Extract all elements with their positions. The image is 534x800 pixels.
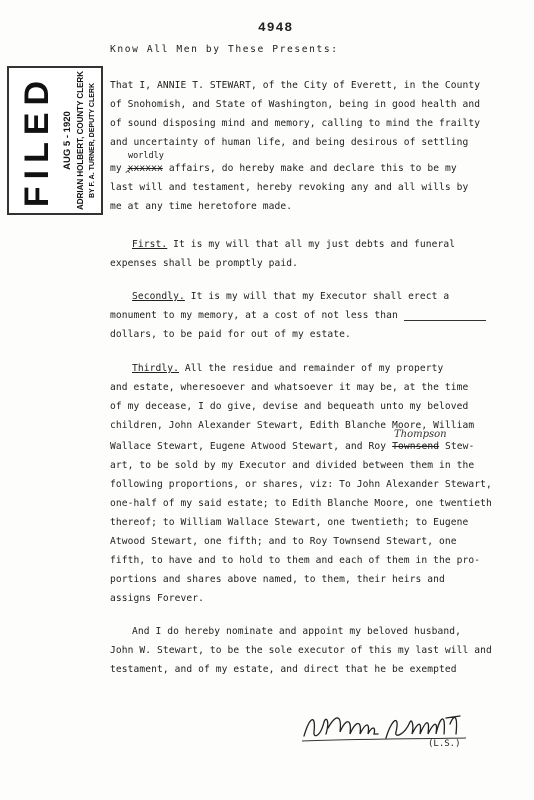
filed-stamp xyxy=(7,66,103,215)
second-line-1 xyxy=(132,291,449,302)
p1-line-6: last will and testament, hereby revoking any and all wills by xyxy=(110,182,469,193)
third-line-11: fifth, to have and to hold to them and each of them in the pro- xyxy=(110,555,481,566)
third-line-2: and estate, wheresoever and whatsoever it may be, at the time xyxy=(110,382,469,393)
fourth-line-1: And I do hereby nominate and appoint my beloved husband, xyxy=(132,626,462,637)
third-line-3: of my decease, I do give, devise and bequeath unto my beloved xyxy=(110,401,469,412)
amount-blank xyxy=(404,311,486,321)
p1-line-7: me at any time heretofore made. xyxy=(110,201,293,212)
p1-line-1: That I, ANNIE T. STEWART, of the City of Everett, in the County xyxy=(110,80,481,91)
third-insertion-thompson: Thompson xyxy=(394,429,447,440)
seal-mark: (L.S.) xyxy=(428,739,461,749)
insertion-caret: ^ xyxy=(125,170,131,180)
p1-line-2: of Snohomish, and State of Washington, being in good health and xyxy=(110,99,481,110)
third-line-10: Atwood Stewart, one fifth; and to Roy Townsend Stewart, one xyxy=(110,536,457,547)
third-line-12: portions and shares above named, to them, their heirs and xyxy=(110,574,445,585)
second-line-3: dollars, to be paid for out of my estate. xyxy=(110,329,351,340)
p1-line-4: and uncertainty of human life, and being desirous of settling xyxy=(110,137,469,148)
third-line-5-b: Stew- xyxy=(444,441,475,452)
fourth-line-2: John W. Stewart, to be the sole executor of this my last will and xyxy=(110,645,492,656)
first-line-1-text: It is my will that all my just debts and funeral xyxy=(167,239,456,250)
page-number: 4948 xyxy=(258,20,294,35)
second-line-2-text: monument to my memory, at a cost of not less than xyxy=(110,310,398,321)
first-line-1 xyxy=(132,239,455,250)
third-line-9: thereof; to William Wallace Stewart, one twentieth; to Eugene xyxy=(110,517,469,528)
second-line-1-text: It is my will that my Executor shall erect a xyxy=(184,291,450,302)
third-label: Thirdly. xyxy=(132,363,180,374)
p1-line-5-rest: affairs, do hereby make and declare this to be my xyxy=(168,163,457,174)
third-line-13: assigns Forever. xyxy=(110,593,205,604)
third-line-5-a: Wallace Stewart, Eugene Atwood Stewart, and Roy xyxy=(110,441,387,452)
p1-line-5 xyxy=(110,163,457,180)
will-heading: Know All Men by These Presents: xyxy=(110,44,339,55)
second-line-2 xyxy=(110,310,486,321)
filed-stamp-word-box xyxy=(15,74,61,206)
third-line-8: one-half of my said estate; to Edith Blanche Moore, one twentieth xyxy=(110,498,492,509)
first-label: First. xyxy=(132,239,168,250)
filed-stamp-word: FILED xyxy=(18,73,57,207)
p1-line-5-struck: xxxxxx xyxy=(127,163,163,174)
filed-stamp-clerk: ADRIAN HOLBERT, COUNTY CLERK xyxy=(75,70,85,210)
filed-stamp-date-box xyxy=(61,74,73,206)
third-line-1 xyxy=(132,363,443,374)
filed-stamp-clerk-box xyxy=(74,70,86,210)
p1-line-3: of sound disposing mind and memory, calling to mind the frailty xyxy=(110,118,481,129)
filed-stamp-deputy-box xyxy=(86,74,98,206)
third-line-7: following proportions, or shares, viz: To John Alexander Stewart, xyxy=(110,479,492,490)
p1-line-5-my: my xyxy=(110,163,122,174)
filed-stamp-deputy: BY F. A. TURNER, DEPUTY CLERK xyxy=(88,82,96,198)
third-line-5 xyxy=(110,441,474,452)
filed-stamp-date: AUG 5 - 1920 xyxy=(61,110,73,170)
first-line-2: expenses shall be promptly paid. xyxy=(110,258,299,269)
p1-insertion-worldly: worldly xyxy=(128,151,164,161)
fourth-line-3: testament, and of my estate, and direct that he be exempted xyxy=(110,664,457,675)
third-line-4: children, John Alexander Stewart, Edith Blanche Moore, William xyxy=(110,420,475,431)
third-line-5-struck: Townsend xyxy=(392,441,440,452)
second-label: Secondly. xyxy=(132,291,185,302)
third-line-6: art, to be sold by my Executor and divided between them in the xyxy=(110,460,475,471)
third-line-1-text: All the residue and remainder of my property xyxy=(179,363,444,374)
